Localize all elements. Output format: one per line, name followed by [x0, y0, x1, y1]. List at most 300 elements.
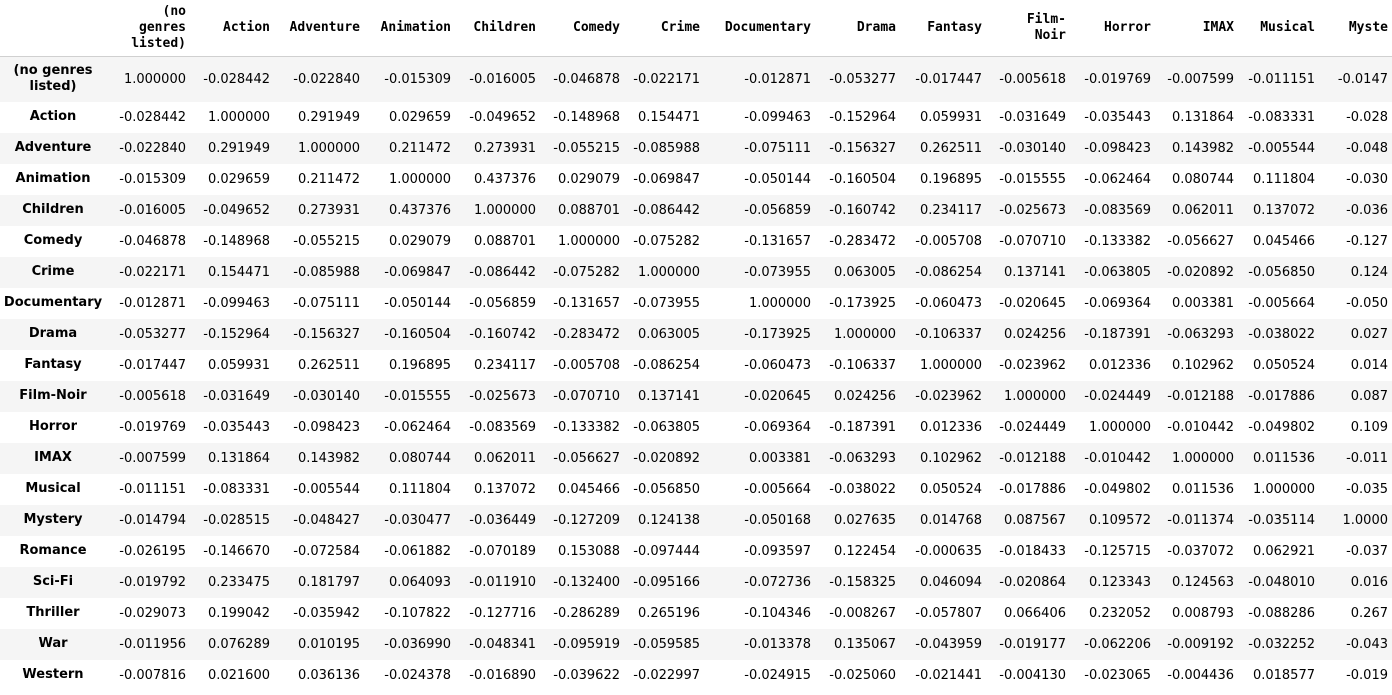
correlation-cell: 0.291949	[297, 109, 360, 125]
correlation-cell: -0.036449	[469, 512, 536, 528]
correlation-cell: -0.032252	[1248, 636, 1315, 652]
correlation-cell: 0.059931	[207, 357, 270, 373]
correlation-cell: -0.030	[1346, 171, 1388, 187]
correlation-cell: -0.069847	[633, 171, 700, 187]
correlation-cell: -0.173925	[829, 295, 896, 311]
correlation-cell: -0.020892	[633, 450, 700, 466]
correlation-cell: 0.087	[1350, 388, 1388, 404]
correlation-cell: -0.005618	[999, 71, 1066, 87]
correlation-cell: 0.124563	[1171, 574, 1234, 590]
row-label: Drama	[28, 326, 78, 341]
correlation-cell: -0.283472	[829, 233, 896, 249]
table-row	[0, 226, 1392, 257]
correlation-cell: -0.005664	[744, 481, 811, 497]
correlation-cell: 0.153088	[557, 543, 620, 559]
row-label: (no genres listed)	[13, 63, 93, 95]
correlation-cell: 0.064093	[388, 574, 451, 590]
correlation-cell: 0.137072	[473, 481, 536, 497]
correlation-cell: -0.029073	[119, 605, 186, 621]
correlation-cell: -0.012188	[1167, 388, 1234, 404]
correlation-cell: -0.025060	[829, 667, 896, 683]
correlation-cell: -0.083331	[1248, 109, 1315, 125]
correlation-cell: -0.018433	[999, 543, 1066, 559]
correlation-cell: 0.050524	[1252, 357, 1315, 373]
correlation-cell: -0.010442	[1167, 419, 1234, 435]
correlation-cell: 0.131864	[207, 450, 270, 466]
correlation-cell: 0.211472	[388, 140, 451, 156]
correlation-cell: -0.023962	[915, 388, 982, 404]
correlation-cell: -0.036990	[384, 636, 451, 652]
table-row	[0, 381, 1392, 412]
correlation-cell: -0.050	[1346, 295, 1388, 311]
correlation-cell: -0.131657	[553, 295, 620, 311]
correlation-cell: -0.075111	[293, 295, 360, 311]
correlation-cell: -0.152964	[829, 109, 896, 125]
correlation-cell: 1.000000	[833, 326, 896, 342]
correlation-cell: -0.007816	[119, 667, 186, 683]
correlation-cell: -0.056850	[633, 481, 700, 497]
correlation-cell: -0.075282	[553, 264, 620, 280]
correlation-cell: 0.233475	[207, 574, 270, 590]
correlation-cell: -0.020864	[999, 574, 1066, 590]
correlation-cell: -0.106337	[915, 326, 982, 342]
correlation-cell: 0.018577	[1252, 667, 1315, 683]
row-label: Comedy	[23, 233, 83, 248]
correlation-cell: -0.024449	[1084, 388, 1151, 404]
table-row	[0, 57, 1392, 102]
correlation-cell: -0.022171	[119, 264, 186, 280]
correlation-cell: -0.013378	[744, 636, 811, 652]
table-row	[0, 660, 1392, 691]
correlation-cell: -0.005618	[119, 388, 186, 404]
correlation-cell: -0.049652	[203, 202, 270, 218]
row-label: Fantasy	[24, 357, 82, 372]
correlation-cell: -0.009192	[1167, 636, 1234, 652]
correlation-cell: -0.056859	[744, 202, 811, 218]
correlation-cell: 1.000000	[637, 264, 700, 280]
correlation-cell: 0.143982	[297, 450, 360, 466]
correlation-cell: 0.265196	[637, 605, 700, 621]
correlation-cell: -0.160742	[469, 326, 536, 342]
row-label: Musical	[25, 481, 81, 496]
correlation-cell: 0.062011	[473, 450, 536, 466]
correlation-cell: 1.000000	[123, 71, 186, 87]
row-label: Adventure	[14, 140, 92, 155]
correlation-cell: -0.023962	[999, 357, 1066, 373]
correlation-cell: -0.055215	[553, 140, 620, 156]
row-label: Horror	[29, 419, 77, 434]
correlation-cell: 0.012336	[1088, 357, 1151, 373]
row-label: Crime	[31, 264, 75, 279]
row-label: Thriller	[26, 605, 80, 620]
correlation-cell: -0.024449	[999, 419, 1066, 435]
correlation-cell: 0.199042	[207, 605, 270, 621]
correlation-cell: 0.124	[1350, 264, 1388, 280]
correlation-cell: -0.125715	[1084, 543, 1151, 559]
correlation-cell: -0.053277	[119, 326, 186, 342]
correlation-cell: -0.062464	[384, 419, 451, 435]
correlation-cell: -0.059585	[633, 636, 700, 652]
correlation-cell: -0.028	[1346, 109, 1388, 125]
correlation-cell: 0.234117	[473, 357, 536, 373]
correlation-cell: -0.038022	[829, 481, 896, 497]
table-row	[0, 629, 1392, 660]
correlation-cell: -0.035942	[293, 605, 360, 621]
correlation-cell: -0.048	[1346, 140, 1388, 156]
column-header-drama: Drama	[815, 0, 900, 57]
correlation-cell: -0.085988	[293, 264, 360, 280]
table-row	[0, 319, 1392, 350]
correlation-cell: 0.027635	[833, 512, 896, 528]
correlation-cell: 0.273931	[473, 140, 536, 156]
column-header-action: Action	[190, 0, 274, 57]
correlation-cell: 0.088701	[473, 233, 536, 249]
correlation-cell: -0.011956	[119, 636, 186, 652]
correlation-cell: 0.291949	[207, 140, 270, 156]
column-header-mystery: Myste	[1319, 0, 1392, 57]
correlation-cell: -0.085988	[633, 140, 700, 156]
correlation-cell: -0.050144	[744, 171, 811, 187]
correlation-cell: 0.046094	[919, 574, 982, 590]
correlation-cell: 0.437376	[473, 171, 536, 187]
correlation-cell: -0.031649	[999, 109, 1066, 125]
correlation-cell: -0.031649	[203, 388, 270, 404]
correlation-cell: -0.023065	[1084, 667, 1151, 683]
correlation-cell: 0.267	[1350, 605, 1388, 621]
correlation-cell: 0.273931	[297, 202, 360, 218]
correlation-cell: -0.016005	[469, 71, 536, 87]
correlation-cell: -0.106337	[829, 357, 896, 373]
table-row	[0, 288, 1392, 319]
correlation-cell: -0.146670	[203, 543, 270, 559]
correlation-cell: 0.003381	[748, 450, 811, 466]
table-row	[0, 164, 1392, 195]
correlation-cell: -0.148968	[553, 109, 620, 125]
correlation-cell: 0.045466	[557, 481, 620, 497]
correlation-cell: -0.060473	[915, 295, 982, 311]
correlation-cell: 0.024256	[833, 388, 896, 404]
correlation-cell: 0.437376	[388, 202, 451, 218]
correlation-cell: 0.111804	[1252, 171, 1315, 187]
row-label: Action	[29, 109, 77, 124]
correlation-cell: -0.028515	[203, 512, 270, 528]
correlation-cell: -0.005664	[1248, 295, 1315, 311]
correlation-cell: -0.133382	[1084, 233, 1151, 249]
correlation-cell: -0.158325	[829, 574, 896, 590]
correlation-cell: -0.070710	[999, 233, 1066, 249]
correlation-cell: -0.007599	[119, 450, 186, 466]
correlation-cell: -0.086442	[633, 202, 700, 218]
correlation-cell: -0.037	[1346, 543, 1388, 559]
table-row	[0, 412, 1392, 443]
correlation-cell: -0.010442	[1084, 450, 1151, 466]
header-row	[0, 0, 1392, 57]
correlation-cell: 0.123343	[1088, 574, 1151, 590]
correlation-cell: -0.099463	[203, 295, 270, 311]
correlation-cell: 0.102962	[919, 450, 982, 466]
correlation-cell: -0.152964	[203, 326, 270, 342]
correlation-cell: 0.087567	[1003, 512, 1066, 528]
column-header-imax: IMAX	[1155, 0, 1238, 57]
column-header-children: Children	[455, 0, 540, 57]
correlation-cell: -0.173925	[744, 326, 811, 342]
correlation-cell: -0.062464	[1084, 171, 1151, 187]
correlation-cell: -0.024915	[744, 667, 811, 683]
correlation-cell: -0.097444	[633, 543, 700, 559]
correlation-cell: -0.014794	[119, 512, 186, 528]
correlation-cell: -0.072736	[744, 574, 811, 590]
correlation-cell: -0.056850	[1248, 264, 1315, 280]
correlation-cell: -0.048427	[293, 512, 360, 528]
correlation-cell: -0.046878	[553, 71, 620, 87]
correlation-cell: -0.086442	[469, 264, 536, 280]
correlation-cell: 0.066406	[1003, 605, 1066, 621]
correlation-cell: 0.011536	[1252, 450, 1315, 466]
correlation-cell: -0.012871	[744, 71, 811, 87]
correlation-cell: -0.038022	[1248, 326, 1315, 342]
column-header-film-noir: Film- Noir	[986, 0, 1070, 57]
correlation-cell: 0.063005	[637, 326, 700, 342]
correlation-cell: 0.211472	[297, 171, 360, 187]
table-row	[0, 505, 1392, 536]
correlation-cell: -0.063293	[1167, 326, 1234, 342]
correlation-cell: -0.004130	[999, 667, 1066, 683]
correlation-cell: -0.012871	[119, 295, 186, 311]
correlation-cell: 0.131864	[1171, 109, 1234, 125]
correlation-cell: -0.057807	[915, 605, 982, 621]
table-row	[0, 195, 1392, 226]
correlation-cell: -0.015555	[999, 171, 1066, 187]
correlation-cell: -0.104346	[744, 605, 811, 621]
correlation-cell: -0.050144	[384, 295, 451, 311]
correlation-cell: 1.000000	[1252, 481, 1315, 497]
correlation-cell: -0.131657	[744, 233, 811, 249]
correlation-cell: -0.019769	[1084, 71, 1151, 87]
row-label: Film-Noir	[19, 388, 87, 403]
table-row	[0, 350, 1392, 381]
correlation-cell: 0.137141	[637, 388, 700, 404]
correlation-cell: 1.000000	[557, 233, 620, 249]
correlation-cell: -0.005708	[553, 357, 620, 373]
correlation-cell: -0.017447	[915, 71, 982, 87]
correlation-cell: -0.011374	[1167, 512, 1234, 528]
column-header-horror: Horror	[1070, 0, 1155, 57]
correlation-cell: 0.010195	[297, 636, 360, 652]
table-body	[0, 57, 1392, 691]
correlation-cell: -0.035443	[203, 419, 270, 435]
correlation-cell: -0.075282	[633, 233, 700, 249]
correlation-cell: -0.070189	[469, 543, 536, 559]
row-label: Romance	[19, 543, 87, 558]
correlation-cell: 1.0000	[1342, 512, 1388, 528]
correlation-cell: -0.011910	[469, 574, 536, 590]
correlation-cell: -0.187391	[1084, 326, 1151, 342]
correlation-cell: -0.030140	[999, 140, 1066, 156]
correlation-cell: -0.049652	[469, 109, 536, 125]
correlation-cell: 0.080744	[388, 450, 451, 466]
correlation-cell: -0.086254	[633, 357, 700, 373]
correlation-cell: -0.048341	[469, 636, 536, 652]
correlation-cell: -0.160742	[829, 202, 896, 218]
correlation-cell: 1.000000	[388, 171, 451, 187]
correlation-cell: -0.086254	[915, 264, 982, 280]
correlation-cell: 0.137141	[1003, 264, 1066, 280]
correlation-cell: 0.014	[1350, 357, 1388, 373]
correlation-cell: -0.062206	[1084, 636, 1151, 652]
correlation-cell: -0.025673	[999, 202, 1066, 218]
correlation-cell: -0.069364	[744, 419, 811, 435]
correlation-cell: -0.056627	[553, 450, 620, 466]
correlation-cell: -0.019177	[999, 636, 1066, 652]
correlation-cell: -0.053277	[829, 71, 896, 87]
correlation-cell: 0.135067	[833, 636, 896, 652]
correlation-cell: -0.015309	[119, 171, 186, 187]
correlation-cell: 0.080744	[1171, 171, 1234, 187]
correlation-cell: -0.048010	[1248, 574, 1315, 590]
correlation-cell: 0.196895	[919, 171, 982, 187]
column-header-fantasy: Fantasy	[900, 0, 986, 57]
correlation-cell: -0.127209	[553, 512, 620, 528]
correlation-cell: -0.072584	[293, 543, 360, 559]
correlation-cell: 0.029659	[207, 171, 270, 187]
correlation-cell: 1.000000	[207, 109, 270, 125]
correlation-cell: 0.076289	[207, 636, 270, 652]
correlation-cell: -0.083569	[469, 419, 536, 435]
correlation-cell: -0.056627	[1167, 233, 1234, 249]
index-header-corner	[0, 0, 106, 57]
correlation-cell: -0.035443	[1084, 109, 1151, 125]
row-label: Sci-Fi	[32, 574, 74, 589]
correlation-cell: 1.000000	[297, 140, 360, 156]
correlation-cell: -0.035	[1346, 481, 1388, 497]
correlation-cell: -0.024378	[384, 667, 451, 683]
correlation-cell: -0.022171	[633, 71, 700, 87]
correlation-cell: -0.156327	[829, 140, 896, 156]
correlation-cell: -0.073955	[633, 295, 700, 311]
correlation-cell: -0.046878	[119, 233, 186, 249]
correlation-cell: -0.156327	[293, 326, 360, 342]
correlation-cell: 1.000000	[748, 295, 811, 311]
correlation-cell: -0.070710	[553, 388, 620, 404]
correlation-cell: -0.050168	[744, 512, 811, 528]
correlation-cell: -0.020645	[744, 388, 811, 404]
row-label: Mystery	[23, 512, 83, 527]
column-header-animation: Animation	[364, 0, 455, 57]
correlation-cell: 1.000000	[1088, 419, 1151, 435]
correlation-cell: -0.083331	[203, 481, 270, 497]
correlation-cell: -0.095166	[633, 574, 700, 590]
correlation-cell: 0.024256	[1003, 326, 1066, 342]
row-label: Documentary	[3, 295, 103, 310]
correlation-cell: -0.099463	[744, 109, 811, 125]
correlation-cell: 0.063005	[833, 264, 896, 280]
correlation-cell: -0.286289	[553, 605, 620, 621]
correlation-cell: 0.102962	[1171, 357, 1234, 373]
correlation-cell: -0.063805	[633, 419, 700, 435]
correlation-cell: -0.005544	[293, 481, 360, 497]
correlation-cell: -0.098423	[1084, 140, 1151, 156]
correlation-cell: -0.063293	[829, 450, 896, 466]
row-label: War	[38, 636, 68, 651]
correlation-cell: -0.039622	[553, 667, 620, 683]
correlation-cell: -0.095919	[553, 636, 620, 652]
correlation-cell: 0.036136	[297, 667, 360, 683]
correlation-cell: -0.069364	[1084, 295, 1151, 311]
correlation-cell: -0.030140	[293, 388, 360, 404]
column-header-documentary: Documentary	[704, 0, 815, 57]
correlation-cell: -0.017447	[119, 357, 186, 373]
correlation-cell: -0.007599	[1167, 71, 1234, 87]
correlation-cell: -0.028442	[203, 71, 270, 87]
correlation-cell: -0.049802	[1248, 419, 1315, 435]
correlation-cell: -0.127716	[469, 605, 536, 621]
correlation-cell: 1.000000	[1003, 388, 1066, 404]
table-row	[0, 474, 1392, 505]
table-row	[0, 257, 1392, 288]
correlation-cell: -0.187391	[829, 419, 896, 435]
correlation-cell: 0.232052	[1088, 605, 1151, 621]
row-label: Animation	[15, 171, 91, 186]
correlation-cell: 0.262511	[919, 140, 982, 156]
correlation-cell: -0.049802	[1084, 481, 1151, 497]
row-label: IMAX	[34, 450, 72, 465]
correlation-cell: -0.012188	[999, 450, 1066, 466]
correlation-cell: 0.003381	[1171, 295, 1234, 311]
correlation-cell: -0.016005	[119, 202, 186, 218]
correlation-cell: 0.059931	[919, 109, 982, 125]
correlation-cell: -0.025673	[469, 388, 536, 404]
correlation-cell: -0.020645	[999, 295, 1066, 311]
correlation-cell: 0.062011	[1171, 202, 1234, 218]
correlation-cell: 0.014768	[919, 512, 982, 528]
correlation-cell: -0.011151	[119, 481, 186, 497]
correlation-cell: -0.055215	[293, 233, 360, 249]
correlation-cell: -0.022840	[119, 140, 186, 156]
table-row	[0, 598, 1392, 629]
row-label: Western	[22, 667, 84, 682]
correlation-cell: 0.143982	[1171, 140, 1234, 156]
correlation-cell: -0.015309	[384, 71, 451, 87]
correlation-cell: 1.000000	[473, 202, 536, 218]
column-header-no-genres-listed: (no genres listed)	[106, 0, 190, 57]
correlation-cell: 0.050524	[919, 481, 982, 497]
correlation-cell: -0.098423	[293, 419, 360, 435]
correlation-cell: 0.109572	[1088, 512, 1151, 528]
correlation-cell: 0.154471	[207, 264, 270, 280]
correlation-cell: -0.037072	[1167, 543, 1234, 559]
correlation-cell: 0.137072	[1252, 202, 1315, 218]
correlation-cell: -0.022840	[293, 71, 360, 87]
correlation-cell: -0.283472	[553, 326, 620, 342]
correlation-cell: -0.036	[1346, 202, 1388, 218]
table-row	[0, 536, 1392, 567]
correlation-cell: -0.088286	[1248, 605, 1315, 621]
correlation-cell: -0.026195	[119, 543, 186, 559]
column-header-adventure: Adventure	[274, 0, 364, 57]
column-header-musical: Musical	[1238, 0, 1319, 57]
correlation-cell: -0.043959	[915, 636, 982, 652]
table-row	[0, 443, 1392, 474]
correlation-cell: -0.132400	[553, 574, 620, 590]
correlation-cell: 1.000000	[1171, 450, 1234, 466]
correlation-cell: 0.029079	[557, 171, 620, 187]
correlation-cell: -0.061882	[384, 543, 451, 559]
column-header-comedy: Comedy	[540, 0, 624, 57]
correlation-cell: -0.127	[1346, 233, 1388, 249]
correlation-cell: -0.017886	[999, 481, 1066, 497]
correlation-cell: -0.083569	[1084, 202, 1151, 218]
correlation-cell: -0.004436	[1167, 667, 1234, 683]
